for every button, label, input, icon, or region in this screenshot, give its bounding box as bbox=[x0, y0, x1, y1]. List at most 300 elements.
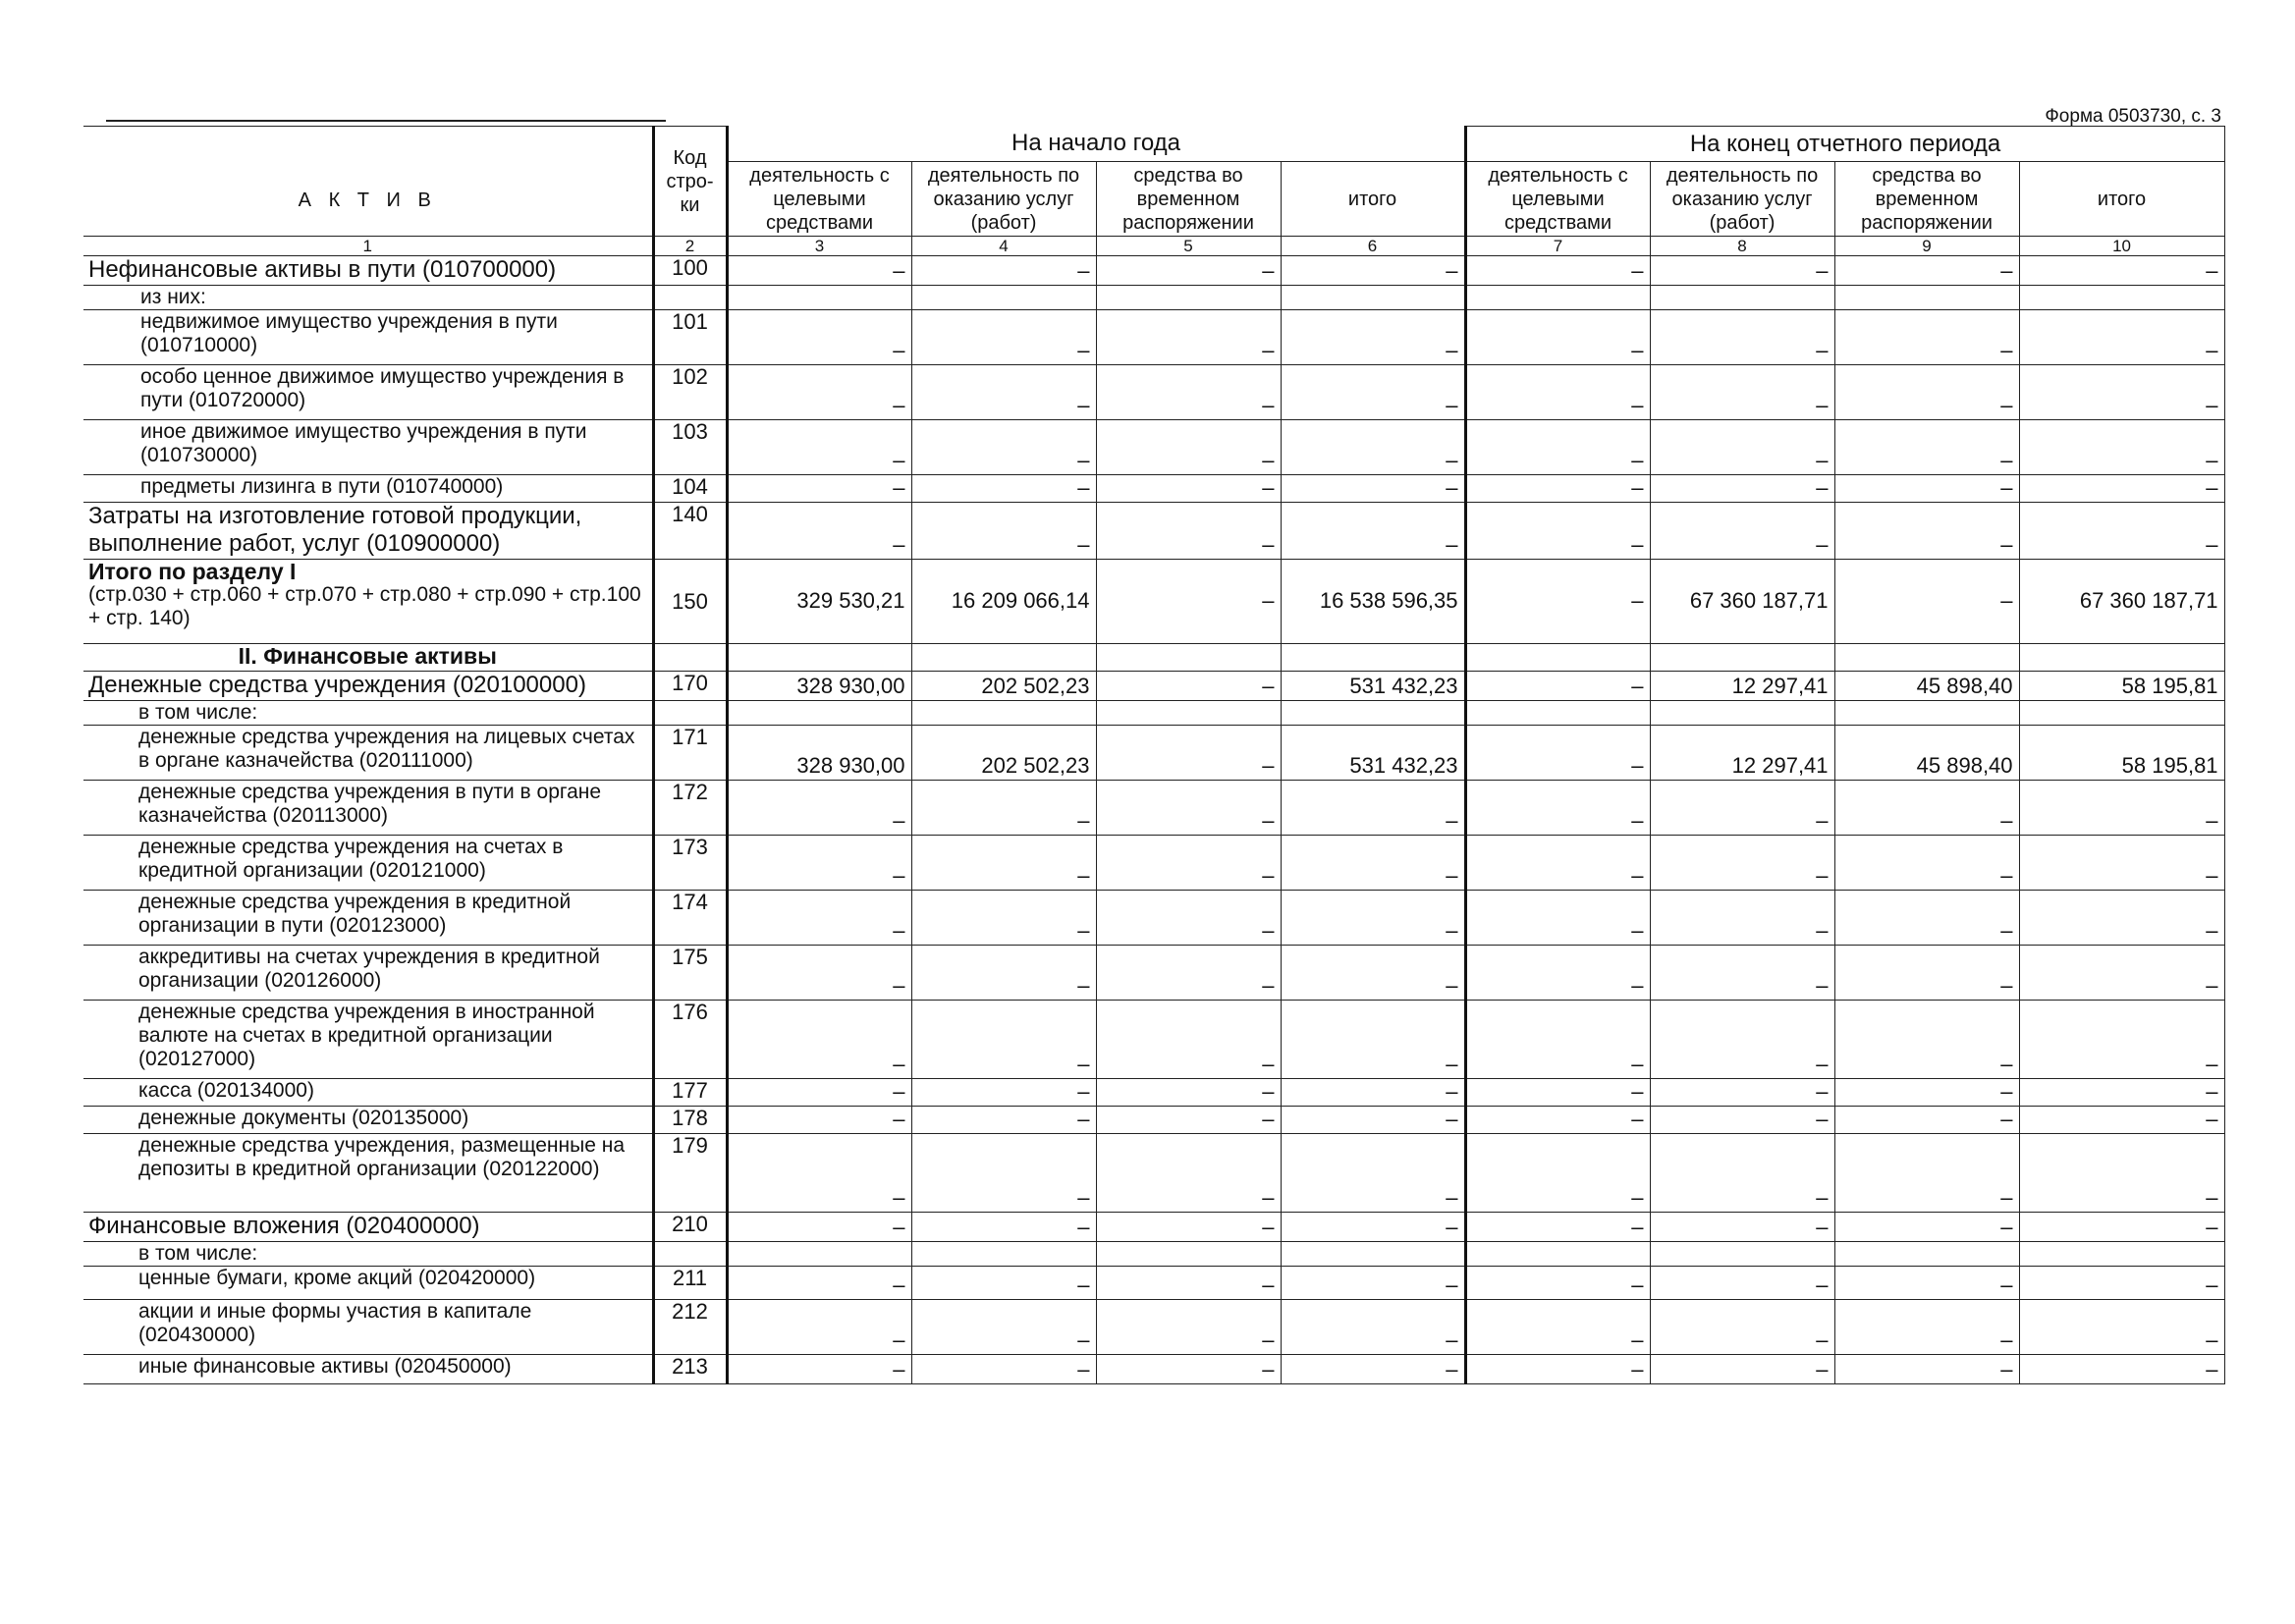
table-row bbox=[83, 560, 2224, 644]
value-cell: – bbox=[1281, 1107, 1465, 1134]
value-cell: – bbox=[1834, 475, 2019, 503]
col-num: 8 bbox=[1650, 237, 1834, 256]
row-label: недвижимое имущество учреждения в пути (010710000) bbox=[83, 310, 653, 365]
row-code bbox=[653, 701, 727, 726]
value-cell bbox=[1834, 644, 2019, 672]
row-code bbox=[653, 1242, 727, 1267]
value-cell: – bbox=[1096, 672, 1281, 701]
value-cell: – bbox=[1281, 256, 1465, 286]
table-row bbox=[83, 1355, 2224, 1384]
value-cell: – bbox=[2019, 420, 2224, 475]
value-cell: – bbox=[911, 946, 1096, 1001]
row-code: 102 bbox=[653, 365, 727, 420]
table-row bbox=[83, 644, 2224, 672]
table-row bbox=[83, 1213, 2224, 1242]
value-cell: 58 195,81 bbox=[2019, 726, 2224, 781]
value-cell: – bbox=[911, 1001, 1096, 1079]
table-row bbox=[83, 365, 2224, 420]
value-cell: – bbox=[1281, 891, 1465, 946]
value-cell: 329 530,21 bbox=[727, 560, 911, 644]
row-label: денежные средства учреждения в иностранной валюте на счетах в кредитной организации (020127000) bbox=[83, 1001, 653, 1079]
row-label: касса (020134000) bbox=[83, 1079, 653, 1107]
row-label: денежные средства учреждения в пути в органе казначейства (020113000) bbox=[83, 781, 653, 836]
value-cell bbox=[2019, 1242, 2224, 1267]
value-cell bbox=[911, 286, 1096, 310]
value-cell: – bbox=[1465, 1134, 1650, 1213]
row-code: 177 bbox=[653, 1079, 727, 1107]
value-cell: – bbox=[1096, 420, 1281, 475]
value-cell: – bbox=[727, 781, 911, 836]
value-cell: – bbox=[1281, 1001, 1465, 1079]
col-num: 3 bbox=[727, 237, 911, 256]
row-label: Нефинансовые активы в пути (010700000) bbox=[83, 256, 653, 286]
value-cell: – bbox=[1465, 781, 1650, 836]
value-cell: – bbox=[1096, 503, 1281, 560]
value-cell: 531 432,23 bbox=[1281, 726, 1465, 781]
value-cell bbox=[2019, 286, 2224, 310]
value-cell bbox=[1465, 644, 1650, 672]
form-number-label: Форма 0503730, с. 3 bbox=[2045, 106, 2221, 127]
value-cell: – bbox=[1281, 1079, 1465, 1107]
value-cell: – bbox=[727, 503, 911, 560]
value-cell: – bbox=[911, 1355, 1096, 1384]
col-target-funds-start: деятельность с целевыми средствами bbox=[727, 162, 911, 237]
value-cell: – bbox=[1281, 503, 1465, 560]
value-cell: – bbox=[1465, 891, 1650, 946]
top-rule bbox=[106, 120, 666, 122]
table-row bbox=[83, 726, 2224, 781]
value-cell: – bbox=[1465, 503, 1650, 560]
row-code: 172 bbox=[653, 781, 727, 836]
table-row bbox=[83, 1134, 2224, 1213]
aktiv-header: А К Т И В bbox=[83, 127, 653, 237]
value-cell: – bbox=[727, 1079, 911, 1107]
row-code: 150 bbox=[653, 560, 727, 644]
value-cell: – bbox=[1834, 310, 2019, 365]
value-cell: – bbox=[1465, 1107, 1650, 1134]
row-code: 103 bbox=[653, 420, 727, 475]
col-num: 5 bbox=[1096, 237, 1281, 256]
table-row bbox=[83, 1300, 2224, 1355]
value-cell: – bbox=[1650, 1134, 1834, 1213]
value-cell: – bbox=[2019, 256, 2224, 286]
value-cell: – bbox=[1096, 1134, 1281, 1213]
value-cell bbox=[727, 286, 911, 310]
col-target-funds-end: деятельность с целевыми средствами bbox=[1465, 162, 1650, 237]
value-cell bbox=[1650, 286, 1834, 310]
value-cell: – bbox=[1650, 891, 1834, 946]
row-code: 173 bbox=[653, 836, 727, 891]
value-cell bbox=[1465, 1242, 1650, 1267]
total-title: Итого по разделу I bbox=[88, 559, 297, 584]
value-cell: – bbox=[1650, 503, 1834, 560]
value-cell: – bbox=[1465, 1079, 1650, 1107]
value-cell: – bbox=[1096, 946, 1281, 1001]
row-label: Денежные средства учреждения (020100000) bbox=[83, 672, 653, 701]
value-cell bbox=[2019, 701, 2224, 726]
row-code: 213 bbox=[653, 1355, 727, 1384]
value-cell: – bbox=[1650, 256, 1834, 286]
value-cell: 202 502,23 bbox=[911, 672, 1096, 701]
row-code: 211 bbox=[653, 1267, 727, 1300]
value-cell: – bbox=[1650, 310, 1834, 365]
value-cell: – bbox=[1281, 836, 1465, 891]
table-row bbox=[83, 420, 2224, 475]
value-cell: 45 898,40 bbox=[1834, 672, 2019, 701]
value-cell: – bbox=[1650, 1001, 1834, 1079]
group-end-header: На конец отчетного периода bbox=[1465, 127, 2224, 162]
row-label: денежные средства учреждения на лицевых счетах в органе казначейства (020111000) bbox=[83, 726, 653, 781]
value-cell: – bbox=[727, 1134, 911, 1213]
table-row bbox=[83, 256, 2224, 286]
column-number-row bbox=[83, 237, 2224, 256]
value-cell: – bbox=[1834, 365, 2019, 420]
col-temp-funds-end: средства во временном распоряжении bbox=[1834, 162, 2019, 237]
value-cell bbox=[1096, 701, 1281, 726]
value-cell: – bbox=[1096, 1355, 1281, 1384]
value-cell: – bbox=[1650, 420, 1834, 475]
value-cell: – bbox=[727, 475, 911, 503]
code-header: Код стро-ки bbox=[653, 127, 727, 237]
table-row bbox=[83, 701, 2224, 726]
value-cell: – bbox=[1096, 726, 1281, 781]
row-label: денежные средства учреждения на счетах в кредитной организации (020121000) bbox=[83, 836, 653, 891]
value-cell: – bbox=[1650, 1355, 1834, 1384]
value-cell: – bbox=[727, 836, 911, 891]
table-row bbox=[83, 946, 2224, 1001]
value-cell: – bbox=[1096, 256, 1281, 286]
row-code: 179 bbox=[653, 1134, 727, 1213]
value-cell: – bbox=[911, 891, 1096, 946]
value-cell: – bbox=[1096, 1267, 1281, 1300]
table-row bbox=[83, 1107, 2224, 1134]
value-cell: – bbox=[1465, 946, 1650, 1001]
value-cell: – bbox=[1465, 1213, 1650, 1242]
value-cell: – bbox=[1834, 1079, 2019, 1107]
row-label: в том числе: bbox=[83, 701, 653, 726]
value-cell: – bbox=[2019, 1079, 2224, 1107]
row-code: 175 bbox=[653, 946, 727, 1001]
value-cell: 12 297,41 bbox=[1650, 726, 1834, 781]
value-cell: – bbox=[1281, 365, 1465, 420]
table-row bbox=[83, 1079, 2224, 1107]
row-label: из них: bbox=[83, 286, 653, 310]
value-cell: – bbox=[1650, 1300, 1834, 1355]
row-label: Затраты на изготовление готовой продукции, выполнение работ, услуг (010900000) bbox=[83, 503, 653, 560]
value-cell: – bbox=[1281, 1213, 1465, 1242]
col-services-start: деятельность по оказанию услуг (работ) bbox=[911, 162, 1096, 237]
value-cell bbox=[1281, 644, 1465, 672]
value-cell: – bbox=[1650, 475, 1834, 503]
value-cell bbox=[1650, 701, 1834, 726]
value-cell: – bbox=[2019, 475, 2224, 503]
value-cell: – bbox=[727, 1213, 911, 1242]
value-cell: – bbox=[1834, 1213, 2019, 1242]
value-cell: – bbox=[1465, 365, 1650, 420]
value-cell bbox=[727, 1242, 911, 1267]
row-label: иные финансовые активы (020450000) bbox=[83, 1355, 653, 1384]
value-cell: 328 930,00 bbox=[727, 726, 911, 781]
value-cell: – bbox=[911, 1300, 1096, 1355]
value-cell: – bbox=[1465, 726, 1650, 781]
value-cell: – bbox=[2019, 1107, 2224, 1134]
value-cell: – bbox=[1650, 1213, 1834, 1242]
value-cell: – bbox=[1465, 256, 1650, 286]
row-label: ценные бумаги, кроме акций (020420000) bbox=[83, 1267, 653, 1300]
col-num: 4 bbox=[911, 237, 1096, 256]
value-cell: 531 432,23 bbox=[1281, 672, 1465, 701]
value-cell: – bbox=[1650, 836, 1834, 891]
value-cell: – bbox=[911, 365, 1096, 420]
row-code bbox=[653, 644, 727, 672]
value-cell: – bbox=[1096, 1213, 1281, 1242]
value-cell bbox=[1834, 1242, 2019, 1267]
row-label: денежные средства учреждения, размещенные на депозиты в кредитной организации (020122000) bbox=[83, 1134, 653, 1213]
value-cell bbox=[2019, 644, 2224, 672]
value-cell: – bbox=[2019, 946, 2224, 1001]
value-cell: – bbox=[2019, 365, 2224, 420]
value-cell: – bbox=[1096, 1107, 1281, 1134]
assets-table bbox=[83, 126, 2225, 1384]
value-cell: – bbox=[1834, 781, 2019, 836]
value-cell: – bbox=[2019, 781, 2224, 836]
row-label: денежные средства учреждения в кредитной организации в пути (020123000) bbox=[83, 891, 653, 946]
value-cell: – bbox=[1281, 781, 1465, 836]
value-cell: – bbox=[2019, 503, 2224, 560]
value-cell: – bbox=[2019, 1001, 2224, 1079]
value-cell: – bbox=[1834, 1001, 2019, 1079]
value-cell: – bbox=[1096, 836, 1281, 891]
value-cell: – bbox=[1465, 420, 1650, 475]
balance-sheet bbox=[83, 126, 2224, 1384]
value-cell: 58 195,81 bbox=[2019, 672, 2224, 701]
value-cell: – bbox=[727, 1267, 911, 1300]
col-num: 9 bbox=[1834, 237, 2019, 256]
table-row bbox=[83, 503, 2224, 560]
group-start-header: На начало года bbox=[727, 127, 1465, 162]
value-cell: – bbox=[727, 1001, 911, 1079]
value-cell: 45 898,40 bbox=[1834, 726, 2019, 781]
value-cell: – bbox=[911, 781, 1096, 836]
value-cell: – bbox=[911, 836, 1096, 891]
row-code: 100 bbox=[653, 256, 727, 286]
value-cell: – bbox=[1096, 891, 1281, 946]
section-title: II. Финансовые активы bbox=[83, 644, 653, 672]
table-row bbox=[83, 836, 2224, 891]
value-cell: – bbox=[1281, 475, 1465, 503]
value-cell bbox=[1650, 644, 1834, 672]
value-cell: – bbox=[1834, 420, 2019, 475]
value-cell: 67 360 187,71 bbox=[2019, 560, 2224, 644]
value-cell: – bbox=[1834, 560, 2019, 644]
value-cell bbox=[1834, 286, 2019, 310]
value-cell: – bbox=[1281, 420, 1465, 475]
value-cell bbox=[1096, 1242, 1281, 1267]
value-cell: – bbox=[911, 1079, 1096, 1107]
table-row bbox=[83, 891, 2224, 946]
value-cell: – bbox=[1465, 672, 1650, 701]
value-cell: – bbox=[1281, 1267, 1465, 1300]
row-label: Финансовые вложения (020400000) bbox=[83, 1213, 653, 1242]
value-cell: – bbox=[1096, 310, 1281, 365]
value-cell: – bbox=[1096, 365, 1281, 420]
value-cell: – bbox=[1650, 781, 1834, 836]
value-cell: – bbox=[727, 1300, 911, 1355]
value-cell: – bbox=[1465, 1267, 1650, 1300]
value-cell: – bbox=[911, 1134, 1096, 1213]
value-cell: – bbox=[727, 256, 911, 286]
table-row bbox=[83, 1267, 2224, 1300]
value-cell: – bbox=[1096, 1079, 1281, 1107]
value-cell: – bbox=[2019, 1267, 2224, 1300]
value-cell: – bbox=[2019, 1355, 2224, 1384]
value-cell: – bbox=[1096, 1300, 1281, 1355]
value-cell: – bbox=[727, 310, 911, 365]
value-cell bbox=[1281, 701, 1465, 726]
table-row bbox=[83, 672, 2224, 701]
value-cell: – bbox=[1650, 1267, 1834, 1300]
value-cell bbox=[727, 644, 911, 672]
value-cell: – bbox=[2019, 836, 2224, 891]
value-cell: – bbox=[1834, 256, 2019, 286]
total-formula: (стр.030 + стр.060 + стр.070 + стр.080 + стр.090 + стр.100 + стр. 140) bbox=[88, 583, 641, 629]
value-cell: – bbox=[727, 946, 911, 1001]
value-cell: – bbox=[1465, 560, 1650, 644]
table-row bbox=[83, 1001, 2224, 1079]
row-code: 174 bbox=[653, 891, 727, 946]
value-cell: – bbox=[2019, 891, 2224, 946]
row-label bbox=[83, 560, 653, 644]
row-code: 178 bbox=[653, 1107, 727, 1134]
value-cell bbox=[911, 644, 1096, 672]
value-cell: – bbox=[1096, 781, 1281, 836]
value-cell: 16 538 596,35 bbox=[1281, 560, 1465, 644]
value-cell: – bbox=[1650, 946, 1834, 1001]
value-cell: – bbox=[727, 1107, 911, 1134]
value-cell: – bbox=[1465, 1300, 1650, 1355]
value-cell bbox=[1650, 1242, 1834, 1267]
value-cell: – bbox=[1465, 836, 1650, 891]
table-body bbox=[83, 256, 2224, 1384]
value-cell: – bbox=[2019, 1213, 2224, 1242]
value-cell: – bbox=[1834, 1134, 2019, 1213]
value-cell bbox=[1281, 1242, 1465, 1267]
value-cell: 202 502,23 bbox=[911, 726, 1096, 781]
value-cell: – bbox=[2019, 1300, 2224, 1355]
value-cell: – bbox=[2019, 310, 2224, 365]
col-total-start: итого bbox=[1281, 162, 1465, 237]
table-row bbox=[83, 1242, 2224, 1267]
value-cell: – bbox=[1096, 560, 1281, 644]
table-row bbox=[83, 286, 2224, 310]
row-code: 176 bbox=[653, 1001, 727, 1079]
value-cell: – bbox=[1650, 1079, 1834, 1107]
value-cell: – bbox=[727, 891, 911, 946]
col-num: 2 bbox=[653, 237, 727, 256]
row-code: 210 bbox=[653, 1213, 727, 1242]
value-cell: – bbox=[1834, 946, 2019, 1001]
row-label: особо ценное движимое имущество учреждения в пути (010720000) bbox=[83, 365, 653, 420]
value-cell: – bbox=[1281, 1134, 1465, 1213]
value-cell: – bbox=[2019, 1134, 2224, 1213]
value-cell: 67 360 187,71 bbox=[1650, 560, 1834, 644]
value-cell bbox=[1096, 644, 1281, 672]
value-cell: – bbox=[1465, 310, 1650, 365]
value-cell: 328 930,00 bbox=[727, 672, 911, 701]
value-cell bbox=[1834, 701, 2019, 726]
value-cell bbox=[1096, 286, 1281, 310]
value-cell: 12 297,41 bbox=[1650, 672, 1834, 701]
value-cell: – bbox=[911, 475, 1096, 503]
row-code: 140 bbox=[653, 503, 727, 560]
value-cell: – bbox=[1834, 1267, 2019, 1300]
row-label: иное движимое имущество учреждения в пути (010730000) bbox=[83, 420, 653, 475]
row-label: в том числе: bbox=[83, 1242, 653, 1267]
row-code: 170 bbox=[653, 672, 727, 701]
col-num: 6 bbox=[1281, 237, 1465, 256]
col-temp-funds-start: средства во временном распоряжении bbox=[1096, 162, 1281, 237]
row-code: 212 bbox=[653, 1300, 727, 1355]
value-cell bbox=[911, 1242, 1096, 1267]
row-code bbox=[653, 286, 727, 310]
table-row bbox=[83, 475, 2224, 503]
value-cell: – bbox=[1650, 365, 1834, 420]
col-num: 7 bbox=[1465, 237, 1650, 256]
col-services-end: деятельность по оказанию услуг (работ) bbox=[1650, 162, 1834, 237]
value-cell: – bbox=[727, 365, 911, 420]
value-cell: – bbox=[1281, 946, 1465, 1001]
value-cell: – bbox=[727, 420, 911, 475]
value-cell: – bbox=[911, 1107, 1096, 1134]
value-cell bbox=[1465, 701, 1650, 726]
value-cell: – bbox=[1465, 475, 1650, 503]
value-cell: – bbox=[911, 256, 1096, 286]
value-cell: – bbox=[1834, 1355, 2019, 1384]
value-cell: – bbox=[911, 1213, 1096, 1242]
value-cell: – bbox=[727, 1355, 911, 1384]
col-num: 1 bbox=[83, 237, 653, 256]
value-cell: – bbox=[1096, 475, 1281, 503]
value-cell bbox=[1465, 286, 1650, 310]
value-cell: – bbox=[1834, 891, 2019, 946]
value-cell bbox=[727, 701, 911, 726]
value-cell: – bbox=[1096, 1001, 1281, 1079]
value-cell: – bbox=[911, 1267, 1096, 1300]
row-label: аккредитивы на счетах учреждения в кредитной организации (020126000) bbox=[83, 946, 653, 1001]
table-row bbox=[83, 781, 2224, 836]
col-total-end: итого bbox=[2019, 162, 2224, 237]
row-code: 101 bbox=[653, 310, 727, 365]
value-cell bbox=[911, 701, 1096, 726]
value-cell: – bbox=[911, 420, 1096, 475]
value-cell: – bbox=[1465, 1001, 1650, 1079]
value-cell: – bbox=[1281, 1355, 1465, 1384]
value-cell: 16 209 066,14 bbox=[911, 560, 1096, 644]
value-cell: – bbox=[1834, 836, 2019, 891]
value-cell: – bbox=[911, 503, 1096, 560]
row-label: акции и иные формы участия в капитале (020430000) bbox=[83, 1300, 653, 1355]
row-code: 104 bbox=[653, 475, 727, 503]
value-cell: – bbox=[1281, 310, 1465, 365]
value-cell bbox=[1281, 286, 1465, 310]
value-cell: – bbox=[1281, 1300, 1465, 1355]
table-row bbox=[83, 310, 2224, 365]
value-cell: – bbox=[1650, 1107, 1834, 1134]
row-label: денежные документы (020135000) bbox=[83, 1107, 653, 1134]
row-code: 171 bbox=[653, 726, 727, 781]
value-cell: – bbox=[1834, 503, 2019, 560]
value-cell: – bbox=[911, 310, 1096, 365]
